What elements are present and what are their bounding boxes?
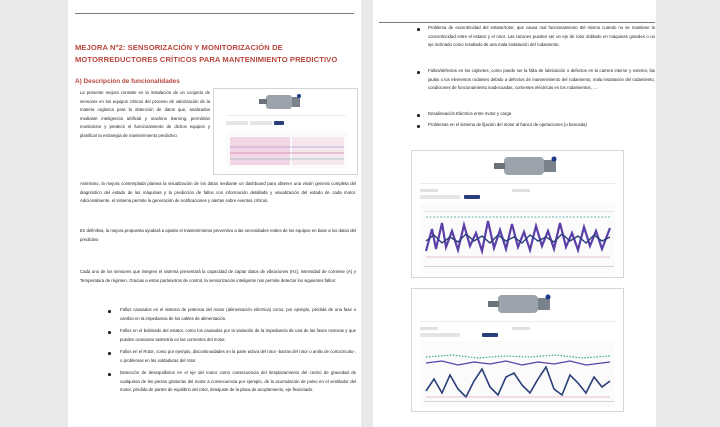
dashboard-screenshot-3 (411, 288, 624, 412)
paragraph-intro: La presente mejora consiste en la instalación de un conjunto de sensores en los equipos críticos del proceso de valorización de la materia orgánica para la obtención de datos que, analizados mediante inteligencia artificial y machine learning, permitirán monitorizar y predecir el funcionamiento de dichos equipos y planificar la estrategia de mantenimiento predictivo. (80, 90, 210, 138)
document-page-left (68, 0, 361, 427)
dashboard-screenshot-1 (213, 88, 358, 175)
dashboard-screenshot-2 (411, 150, 624, 278)
bullet-marker (108, 373, 111, 376)
bullet-item: Problema de excentricidad del estator/rotor, que causa mal funcionamiento del mismo cuando no se mantiene la concentricidad entre el estator y el rotor. Las razones pueden ser un eje de rotor doblado en máquinas grandes o un eje inclinado como resultado de una mala instalación del rodamiento. (428, 25, 655, 48)
bullet-item: Problemas en el sistema de fijación del motor al banco de operaciones (o bancada) (428, 122, 587, 127)
bullet-marker (417, 71, 420, 74)
bullet-marker (417, 28, 420, 31)
page-title: MEJORA Nº2: SENSORIZACIÓN Y MONITORIZACIÓN DE MOTORREDUCTORES CRÍTICOS PARA MANTENIMIENTO PREDICTIVO (75, 43, 338, 64)
dashboard-chart-1 (230, 137, 344, 165)
bullet-item: Detección de desequilibrios en el eje del motor como consecuencia del desplazamiento del centro de gravedad de cualquiera de las piezas giratorias del motor a consecuencia por ejemplo, de la acumulación de polvo en el ventilador del motor, pérdida de partes de equilibrio del rotor, desajuste de la placa de acoplamiento, eje flexionado. (120, 370, 356, 393)
section-heading: A) Descripción de funcionalidades (75, 78, 180, 85)
document-page-right (373, 0, 656, 427)
bullet-item: Fallos en el bobinado del estator, como los causados por la variación de la impedancia de una de las fases motoras y que pueden ocasionar asimetría en las corrientes del motor. (120, 328, 356, 342)
header-rule (379, 22, 655, 23)
paragraph-dashboard: Asimismo, la mejora contemplada plantea la visualización de los datos mediante un dashboard para obtener una visión general completa del diagnóstico del estado de las máquinas y la predicción de fallos con información detallada y visualización del estado de cada motor. Adicionalmente, el sistema permite la generación de notificaciones y alertas sobre eventos críticos. (80, 181, 356, 204)
bullet-item: Fallos en el Rotor, como por ejemplo, discontinuidades en la parte activa del rotor -barras del rotor o anillo de cortocircuito-, o problemas en las soldaduras del rotor. (120, 349, 356, 363)
header-rule (75, 13, 354, 14)
bullet-item: Fallos causados en el sistema de potencia del motor (alimentación eléctrica) como, por ejemplo, pérdida de una fase o cambio en la impedancia de los cables de alimentación. (120, 307, 356, 321)
bullet-marker (108, 310, 111, 313)
bullet-marker (108, 331, 111, 334)
bullet-item: Desalineación Eléctrica entre motor y carga (428, 111, 512, 116)
bullet-marker (417, 114, 420, 117)
paragraph-sensors: Cada uno de los sensores que integren el sistema presentará la capacidad de captar datos de vibraciones (Hz), intensidad de corriente (A) y Temperatura de régimen. Gracias a estos parámetros de control, la sensorización inteligente nos permite detectar los siguientes fallos: (80, 269, 356, 283)
bullet-item: Fallos/defectos en los cojinetes, como puede ser la falta de lubricación o defectos en la carrera interior y exterior, las jaulas o los elementos rodantes debido a defectos de mantenimiento del rodamiento, mala instalación del rodamiento, condiciones de funcionamiento inadecuadas, corrientes eléctricas en los rodamientos, … (428, 68, 655, 91)
paragraph-summary: En definitiva, la mejora propuesta ayudará a ajustar el mantenimiento preventivo a las necesidades reales de los equipos en base a los datos del predictivo (80, 228, 356, 242)
bullet-marker (417, 125, 420, 128)
bullet-marker (108, 352, 111, 355)
